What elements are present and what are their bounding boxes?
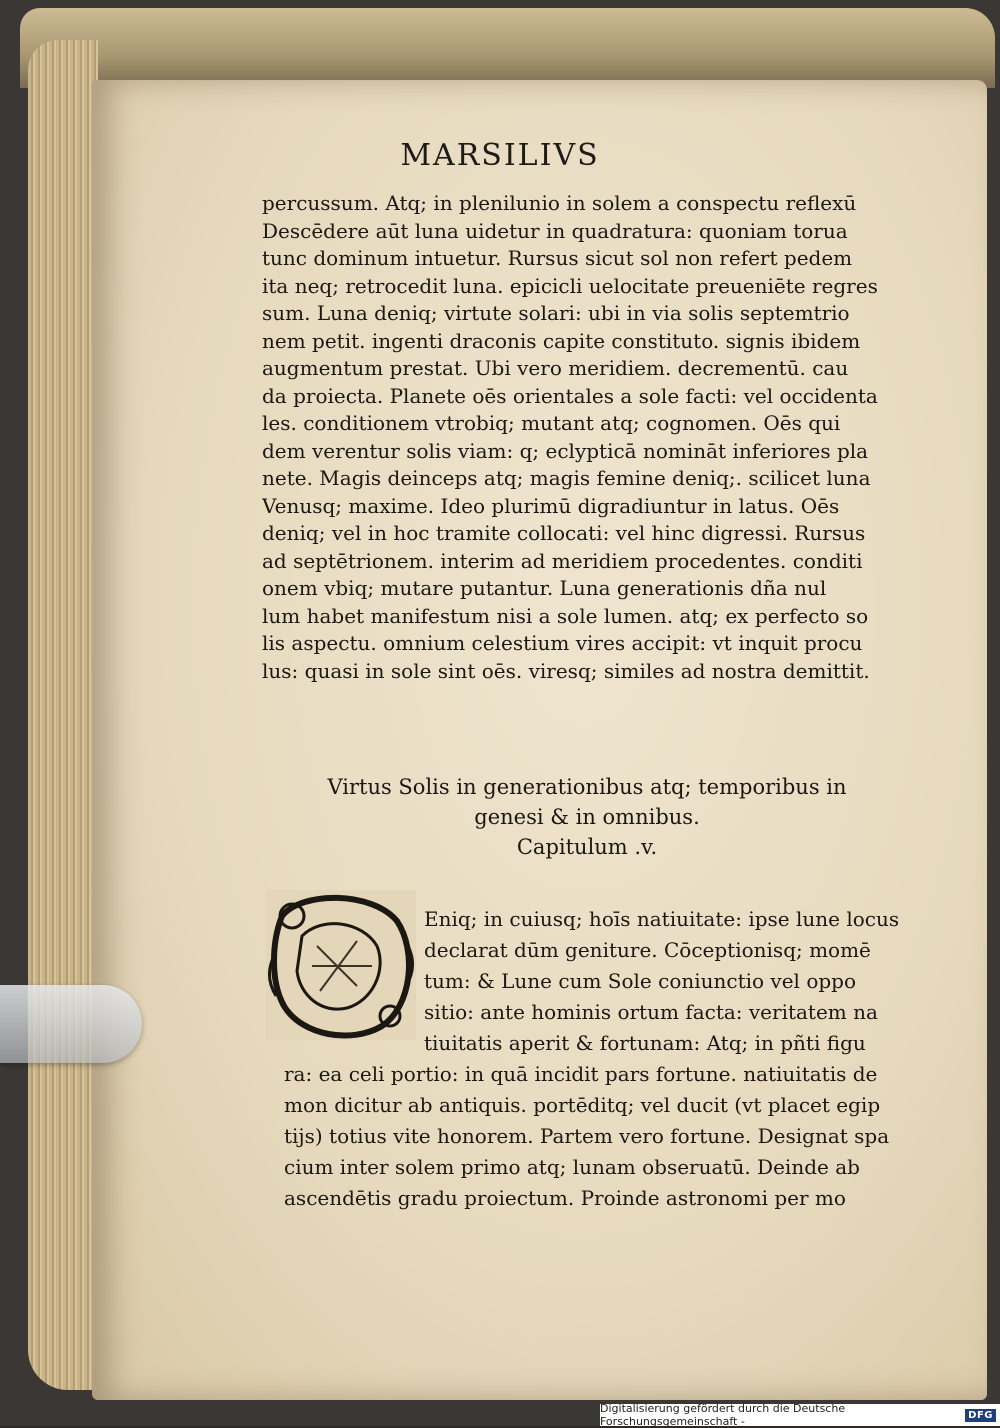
text-line: ad septētrionem. interim ad meridiem procedentes. conditi xyxy=(262,548,863,573)
text-line: Venusq; maxime. Ideo plurimū digradiuntur in latus. Oēs xyxy=(262,493,840,518)
book-top-edge xyxy=(20,8,995,88)
text-line: lus: quasi in sole sint oēs. viresq; similes ad nostra demittit. xyxy=(262,658,870,683)
text-line: percussum. Atq; in plenilunio in solem a conspectu reflexū xyxy=(262,191,857,215)
text-line: tunc dominum intuetur. Rursus sicut sol non refert pedem xyxy=(262,246,853,270)
digitization-credit xyxy=(600,1404,1000,1426)
credit-text: Digitalisierung gefördert durch die Deutsche Forschungsgemeinschaft - xyxy=(600,1402,846,1428)
paragraph-1 xyxy=(262,190,912,685)
text-line: augmentum prestat. Ubi vero meridiem. decrementū. cau xyxy=(262,356,849,380)
text-line: declarat dūm geniture. Cōceptionisq; momē xyxy=(424,938,871,962)
text-line: ita neq; retrocedit luna. epicicli uelocitate preueniēte regres xyxy=(262,273,878,298)
text-line: Eniq; in cuiusq; hoīs natiuitate: ipse lune locus xyxy=(424,907,900,931)
text-line: nete. Magis deinceps atq; magis femine deniq;. scilicet luna xyxy=(262,466,871,490)
text-line: deniq; vel in hoc tramite collocati: vel hinc digressi. Rursus xyxy=(262,521,866,545)
text-line: tijs) totius vite honorem. Partem vero fortune. Designat spa xyxy=(284,1124,890,1148)
text-line: les. conditionem vtrobiq; mutant atq; cognomen. Oēs qui xyxy=(262,411,841,435)
dfg-logo-icon: DFG xyxy=(965,1409,996,1422)
book-page-edges xyxy=(28,40,98,1390)
text-line: cium inter solem primo atq; lunam obseruatū. Deinde ab xyxy=(284,1155,860,1179)
text-line: tiuitatis aperit & fortunam: Atq; in pñti figu xyxy=(424,1031,866,1055)
chapter-heading xyxy=(262,772,912,862)
text-line: ra: ea celi portio: in quā incidit pars fortune. natiuitatis de xyxy=(284,1062,878,1086)
text-line: ascendētis gradu proiectum. Proinde astronomi per mo xyxy=(284,1186,846,1210)
text-line: dem verentur solis viam: q; eclypticā nomināt inferiores pla xyxy=(262,438,869,463)
text-line: nem petit. ingenti draconis capite constituto. signis ibidem xyxy=(262,328,861,353)
text-line: onem vbiq; mutare putantur. Luna generationis dña nul xyxy=(262,576,827,600)
text-line: sum. Luna deniq; virtute solari: ubi in via solis septemtrio xyxy=(262,301,850,325)
paragraph-2 xyxy=(262,904,912,1214)
running-title: MARSILIVS xyxy=(400,138,600,173)
page-clip xyxy=(0,985,142,1063)
chapter-label: Capitulum .v. xyxy=(516,835,658,859)
text-line: Descēdere aūt luna uidetur in quadratura: quoniam torua xyxy=(262,218,848,243)
text-line: sitio: ante hominis ortum facta: veritatem na xyxy=(424,1000,878,1024)
chapter-title-line-2: genesi & in omnibus. xyxy=(474,805,700,829)
text-line: mon dicitur ab antiquis. portēditq; vel ducit (vt placet egip xyxy=(284,1093,881,1117)
text-line: lis aspectu. omnium celestium vires accipit: vt inquit procu xyxy=(262,631,863,655)
chapter-title-line-1: Virtus Solis in generationibus atq; temporibus in xyxy=(327,775,847,799)
text-line: da proiecta. Planete oēs orientales a sole facti: vel occidenta xyxy=(262,383,878,408)
text-line: lum habet manifestum nisi a sole lumen. atq; ex perfecto so xyxy=(262,603,869,628)
text-line: tum: & Lune cum Sole coniunctio vel oppo xyxy=(424,969,857,993)
